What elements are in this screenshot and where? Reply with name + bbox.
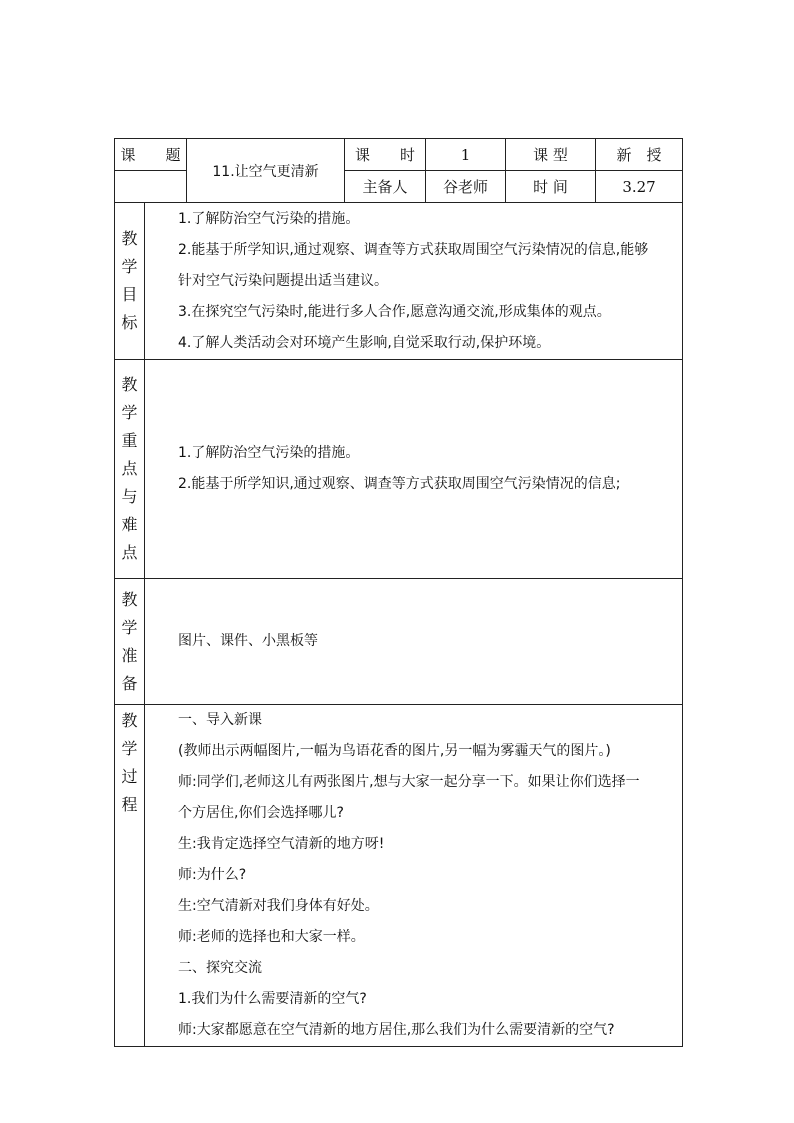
lesson-label: 课 题 [120, 146, 181, 164]
label-char: 备 [121, 673, 138, 693]
label-char: 教 [121, 589, 138, 609]
label-char: 教 [121, 375, 138, 394]
section-content-key-points [145, 360, 683, 579]
label-char: 学 [121, 739, 138, 758]
label-char: 学 [121, 403, 138, 422]
label-char: 教 [121, 711, 138, 730]
content-line: 图片、课件、小黑板等 [178, 633, 318, 649]
preparer-label-cell [345, 171, 426, 203]
section-label-process [115, 705, 145, 1047]
label-char: 学 [121, 617, 138, 637]
label-char: 点 [121, 459, 138, 478]
type-label: 课 型 [533, 146, 568, 164]
section-label-objectives [115, 203, 145, 360]
label-char: 目 [121, 285, 138, 304]
lesson-label-cell [115, 139, 187, 171]
section-content-process [145, 705, 683, 1047]
period-value-cell [426, 139, 506, 171]
time-value: 3.27 [622, 177, 656, 196]
label-char: 程 [121, 795, 138, 814]
label-char: 学 [121, 257, 138, 276]
label-char: 标 [121, 313, 138, 332]
preparer-label: 主备人 [362, 178, 408, 196]
lesson-title-cell [187, 139, 345, 203]
label-char: 重 [121, 431, 138, 450]
content-line: 生:我肯定选择空气清新的地方呀! [178, 836, 385, 852]
section-content-objectives [145, 203, 683, 360]
content-line: 1.我们为什么需要清新的空气? [178, 991, 367, 1007]
preparer-value-cell [426, 171, 506, 203]
period-label: 课 时 [355, 146, 416, 164]
content-line: 针对空气污染问题提出适当建议。 [178, 272, 388, 289]
period-label-cell [345, 139, 426, 171]
type-value: 新 授 [616, 146, 662, 164]
label-char: 点 [121, 543, 138, 562]
label-char: 与 [121, 487, 138, 506]
time-label-cell [506, 171, 596, 203]
content-line: 生:空气清新对我们身体有好处。 [178, 898, 379, 914]
label-char: 难 [121, 515, 138, 534]
content-line: 师:老师的选择也和大家一样。 [178, 929, 365, 945]
type-value-cell [596, 139, 683, 171]
time-value-cell [596, 171, 683, 203]
type-label-cell [506, 139, 596, 171]
content-line: 二、探究交流 [178, 960, 262, 976]
content-line: 师:大家都愿意在空气清新的地方居住,那么我们为什么需要清新的空气? [178, 1022, 615, 1038]
lesson-plan-table [114, 138, 683, 1047]
label-char: 准 [121, 645, 138, 665]
content-line: 个方居住,你们会选择哪儿? [178, 805, 344, 821]
section-label-key-points [115, 360, 145, 579]
content-line: 4.了解人类活动会对环境产生影响,自觉采取行动,保护环境。 [178, 334, 551, 351]
label-char: 教 [121, 229, 138, 248]
content-line: 1.了解防治空气污染的措施。 [178, 210, 360, 227]
content-line: 2.能基于所学知识,通过观察、调查等方式获取周围空气污染情况的信息,能够 [178, 241, 649, 258]
preparer-value: 谷老师 [443, 178, 489, 196]
content-line: 师:同学们,老师这儿有两张图片,想与大家一起分享一下。如果让你们选择一 [178, 774, 640, 790]
section-content-preparation [145, 579, 683, 705]
content-line: (教师出示两幅图片,一幅为鸟语花香的图片,另一幅为雾霾天气的图片。) [178, 743, 611, 759]
content-line: 一、导入新课 [178, 712, 262, 728]
label-char: 过 [121, 767, 138, 786]
content-line: 1.了解防治空气污染的措施。 [178, 445, 360, 461]
lesson-title: 11.让空气更清新 [212, 163, 319, 180]
content-line: 师:为什么? [178, 867, 247, 883]
time-label: 时 间 [533, 178, 568, 196]
period-value: 1 [460, 145, 471, 164]
content-line: 3.在探究空气污染时,能进行多人合作,愿意沟通交流,形成集体的观点。 [178, 303, 611, 320]
lesson-label-spacer [115, 171, 187, 203]
section-label-preparation [115, 579, 145, 705]
content-line: 2.能基于所学知识,通过观察、调查等方式获取周围空气污染情况的信息; [178, 476, 621, 492]
